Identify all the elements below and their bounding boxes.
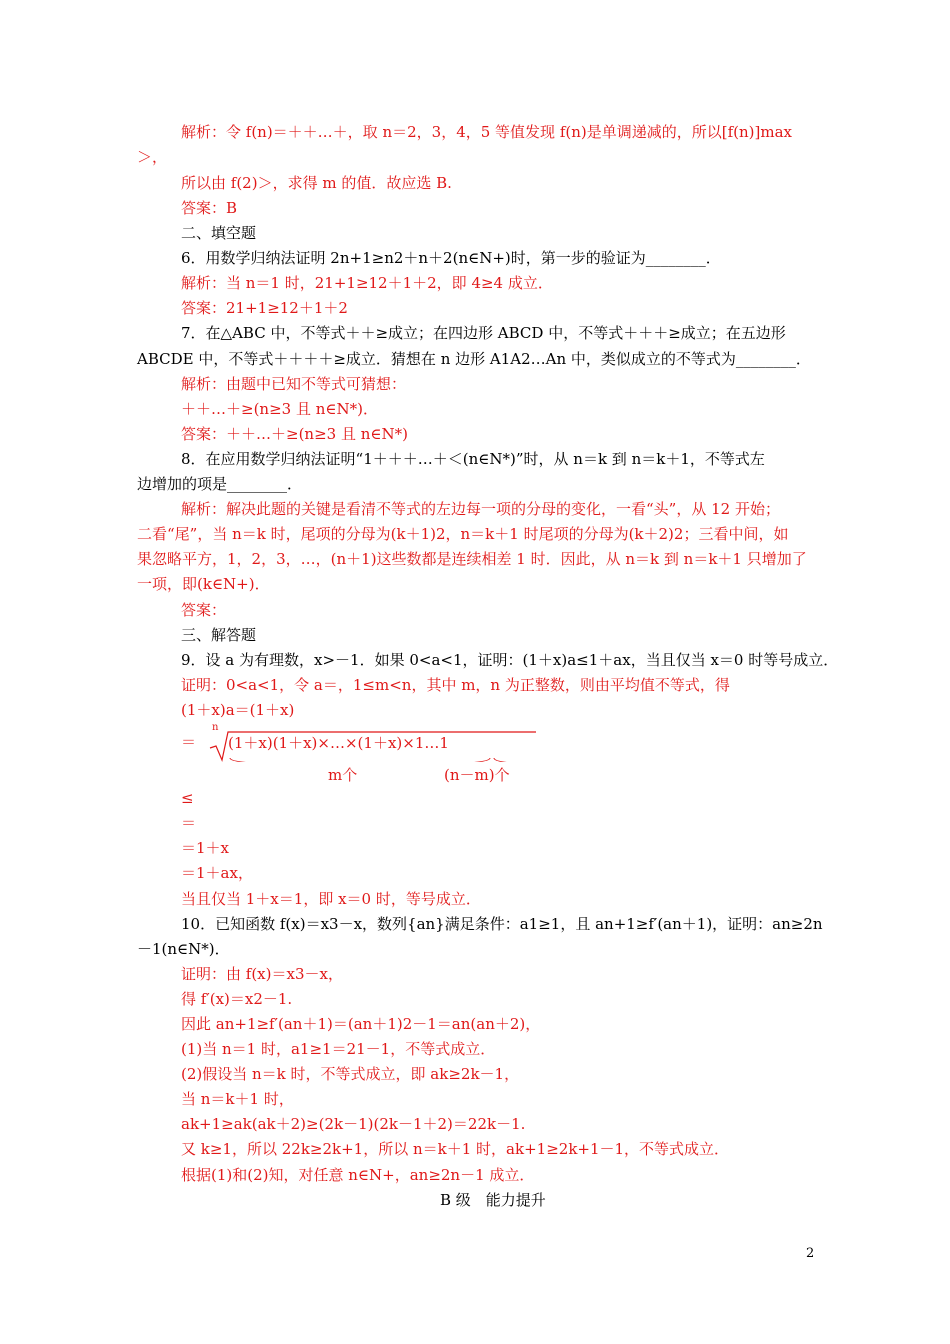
text-line: (1)当 n＝1 时，a1≥1＝21－1，不等式成立． — [181, 1040, 496, 1058]
text-line: 二、填空题 — [181, 224, 257, 242]
text-line: 因此 an+1≥f′(an＋1)＝(an＋1)2－1＝an(an＋2)， — [181, 1015, 541, 1033]
text-line: 三、解答题 — [181, 626, 257, 644]
text-line: 8．在应用数学归纳法证明“1＋＋＋…＋＜(n∈N*)”时，从 n＝k 到 n＝k＋1，不等式左 — [181, 450, 765, 468]
text-line: 果忽略平方，1，2，3，…，(n＋1)这些数都是连续相差 1 时．因此，从 n＝k 到 n＝k＋1 只增加了 — [137, 550, 807, 568]
text-line: B 级 能力提升 — [440, 1191, 546, 1209]
text-line: ≤ — [181, 789, 194, 807]
text-line: 6．用数学归纳法证明 2n+1≥n2＋n＋2(n∈N+)时，第一步的验证为________． — [181, 249, 721, 267]
text-line: 边增加的项是________． — [137, 475, 303, 493]
text-line: 解析：当 n＝1 时，21+1≥12＋1＋2，即 4≥4 成立． — [181, 274, 553, 292]
text-line: 所以由 f(2)＞，求得 m 的值．故应选 B. — [181, 174, 452, 192]
text-line: ＝ — [181, 733, 197, 751]
text-line: 证明：由 f(x)＝x3－x， — [181, 965, 343, 983]
text-line: ABCDE 中，不等式＋＋＋＋≥成立．猜想在 n 边形 A1A2…An 中，类似成立的不等式为________． — [137, 350, 811, 368]
text-line: 一项，即(k∈N+)． — [137, 575, 270, 593]
text-line: 根据(1)和(2)知，对任意 n∈N+，an≥2n－1 成立． — [181, 1166, 535, 1184]
root-index: n — [212, 722, 219, 733]
text-line: 答案：21+1≥12＋1＋2 — [181, 299, 348, 317]
text-line: 又 k≥1，所以 22k≥2k+1，所以 n＝k＋1 时，ak+1≥2k+1－1，不等式成立． — [181, 1140, 730, 1158]
text-line: ＝1＋ax， — [181, 864, 253, 882]
text-line: 答案：B — [181, 199, 238, 217]
text-line: 解析：由题中已知不等式可猜想： — [181, 375, 407, 393]
text-line: 当且仅当 1＋x＝1，即 x＝0 时，等号成立． — [181, 890, 481, 908]
text-line: 10．已知函数 f(x)＝x3－x，数列{an}满足条件：a1≥1，且 an+1≥f′(an＋1)，证明：an≥2n — [181, 915, 823, 933]
text-line: ＝1＋x — [181, 839, 230, 857]
page-number: 2 — [806, 1246, 815, 1261]
root-radicand: (1＋x)(1＋x)×…×(1＋x)×1…1 — [228, 734, 449, 752]
text-line: 答案：＋＋…＋≥(n≥3 且 n∈N*) — [181, 425, 408, 443]
text-line: 得 f′(x)＝x2－1. — [181, 990, 293, 1008]
text-line: (1＋x)a＝(1＋x) — [181, 701, 295, 719]
text-line: ＋＋…＋≥(n≥3 且 n∈N*)． — [181, 400, 378, 418]
text-line: ak+1≥ak(ak＋2)≥(2k－1)(2k－1＋2)＝22k－1. — [181, 1115, 526, 1133]
brace-label-n-minus-m: (n－m)个 — [444, 766, 510, 784]
text-line: 9．设 a 为有理数，x>－1．如果 0<a<1，证明：(1＋x)a≤1＋ax，当且仅当 x＝0 时等号成立． — [181, 651, 839, 669]
brace-label-m: m个 — [328, 766, 358, 784]
text-line: ＞， — [137, 148, 168, 166]
text-line: 答案： — [181, 601, 227, 619]
text-line: 解析：解决此题的关键是看清不等式的左边每一项的分母的变化，一看“头”，从 12 开始； — [181, 500, 780, 518]
text-line: 证明：0<a<1，令 a＝，1≤m<n，其中 m，n 为正整数，则由平均值不等式，得 — [181, 676, 730, 694]
text-line: 解析：令 f(n)＝＋＋…＋，取 n＝2，3，4，5 等值发现 f(n)是单调递减的，所以[f(n)]max — [181, 123, 792, 141]
text-line: 7．在△ABC 中，不等式＋＋≥成立；在四边形 ABCD 中，不等式＋＋＋≥成立；在五边形 — [181, 324, 786, 342]
text-line: 二看“尾”，当 n＝k 时，尾项的分母为(k＋1)2，n＝k＋1 时尾项的分母为(k＋2)2；三看中间，如 — [137, 525, 789, 543]
text-line: ＝ — [181, 814, 197, 832]
nth-root-expression — [208, 722, 538, 784]
text-line: (2)假设当 n＝k 时，不等式成立，即 ak≥2k－1， — [181, 1065, 520, 1083]
text-line: －1(n∈N*)． — [137, 940, 230, 958]
text-line: 当 n＝k＋1 时， — [181, 1090, 294, 1108]
